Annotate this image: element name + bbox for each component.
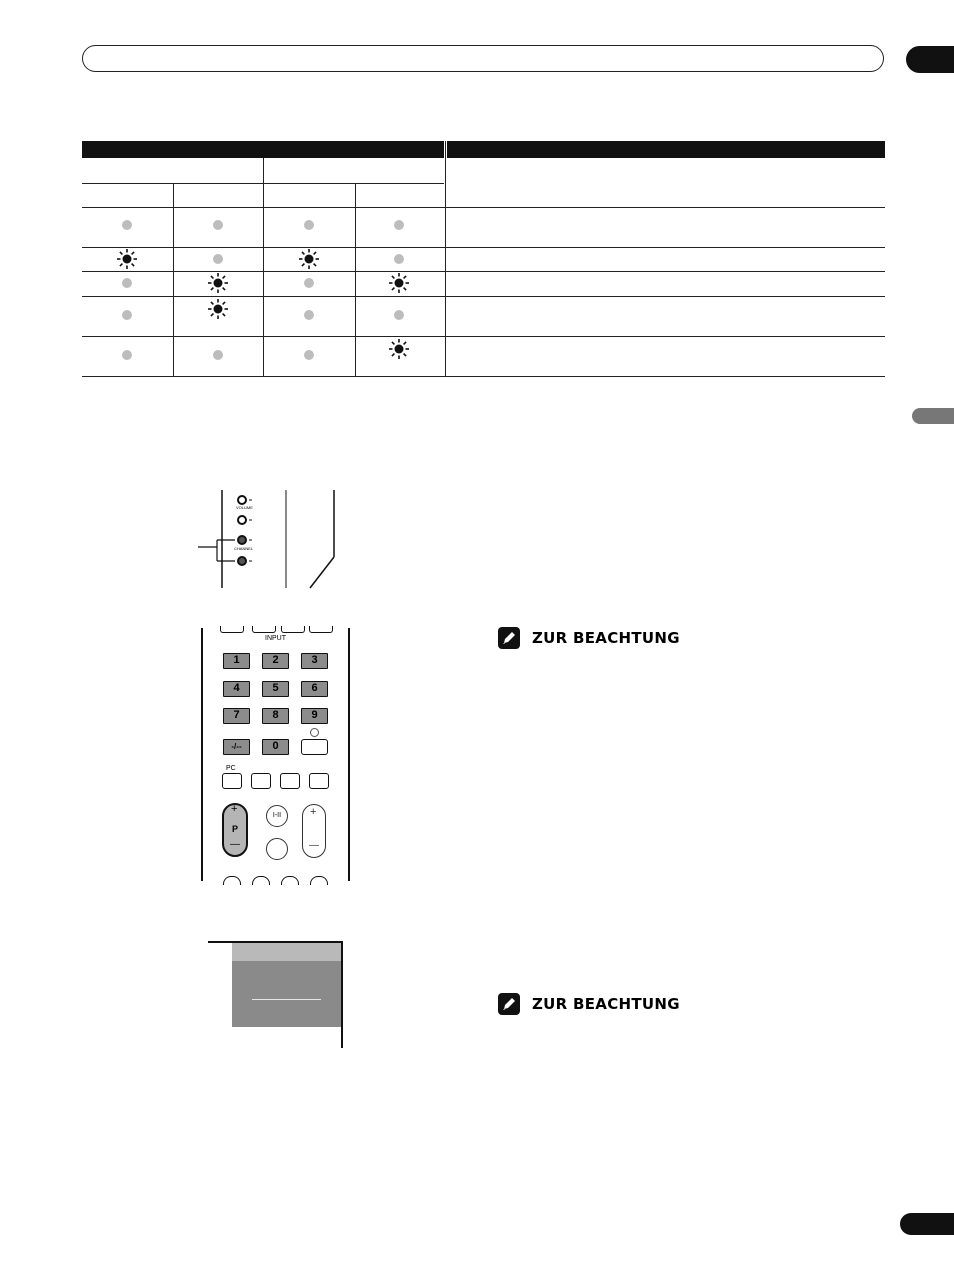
indicator-lit-icon <box>207 298 229 320</box>
indicator-off-icon <box>122 278 132 288</box>
channel-label: CHANNEL <box>234 546 254 551</box>
color-button-1[interactable] <box>223 876 241 885</box>
indicator-off-icon <box>213 220 223 230</box>
table-rule <box>82 296 885 297</box>
indicator-lit-icon <box>116 248 138 270</box>
indicator-lit-icon <box>207 272 229 294</box>
screen-button[interactable] <box>251 773 271 789</box>
language-tab <box>912 408 954 424</box>
table-rule <box>82 336 885 337</box>
input-button-1[interactable] <box>220 626 244 633</box>
table-rule <box>82 247 885 248</box>
menu-frame-right <box>341 941 343 1048</box>
indicator-off-icon <box>394 310 404 320</box>
digit-2-button[interactable]: 2 <box>262 653 289 669</box>
note-heading-2 <box>498 993 680 1015</box>
volume-label: VOLUME <box>236 505 253 510</box>
indicator-off-icon <box>213 350 223 360</box>
volume-up-label: + <box>310 806 317 818</box>
indicator-lit-icon <box>298 248 320 270</box>
page-number-tab <box>900 1213 954 1235</box>
swap-button[interactable] <box>309 773 329 789</box>
table-header-right <box>447 141 885 158</box>
program-up-label: + <box>231 803 238 815</box>
indicator-off-icon <box>122 310 132 320</box>
digit-0-button[interactable]: 0 <box>262 739 289 755</box>
menu-underline <box>252 999 321 1000</box>
table-rule <box>82 271 885 272</box>
input-button-4[interactable] <box>309 626 333 633</box>
input-button-2[interactable] <box>252 626 276 633</box>
indicator-off-icon <box>304 350 314 360</box>
remote-edge-right <box>348 628 350 881</box>
remote-edge-left <box>201 628 203 881</box>
clock-icon <box>310 728 319 737</box>
input-button-3[interactable] <box>281 626 305 633</box>
split-button[interactable] <box>280 773 300 789</box>
table-rule <box>82 376 885 377</box>
indicator-off-icon <box>213 254 223 264</box>
table-divider <box>445 141 446 376</box>
note-label: ZUR BEACHTUNG <box>532 995 680 1013</box>
menu-header <box>232 943 341 961</box>
digit-4-button[interactable]: 4 <box>223 681 250 697</box>
indicator-lit-icon <box>388 338 410 360</box>
color-button-4[interactable] <box>310 876 328 885</box>
color-button-3[interactable] <box>281 876 299 885</box>
digit-6-button[interactable]: 6 <box>301 681 328 697</box>
program-p-label: P <box>232 824 239 834</box>
digit-7-button[interactable]: 7 <box>223 708 250 724</box>
indicator-off-icon <box>394 220 404 230</box>
indicator-off-icon <box>304 278 314 288</box>
table-divider <box>355 183 356 376</box>
table-header-left <box>82 141 444 158</box>
indicator-off-icon <box>394 254 404 264</box>
info-button[interactable] <box>301 739 328 755</box>
indicator-off-icon <box>122 220 132 230</box>
note-label: ZUR BEACHTUNG <box>532 629 680 647</box>
table-divider <box>173 183 174 376</box>
pc-button[interactable] <box>222 773 242 789</box>
indicator-off-icon <box>304 220 314 230</box>
indicator-lit-icon <box>388 272 410 294</box>
chapter-tab <box>906 46 954 73</box>
pc-label: PC <box>226 765 236 772</box>
digit-1-button[interactable]: 1 <box>223 653 250 669</box>
table-rule <box>82 207 885 208</box>
panel-side-drawing <box>195 487 340 590</box>
pencil-note-icon <box>498 993 520 1015</box>
table-divider <box>263 158 264 376</box>
page-header-bar <box>82 45 884 72</box>
digit-3-button[interactable]: 3 <box>301 653 328 669</box>
mute-button[interactable] <box>266 838 288 860</box>
program-down-label: — <box>230 839 240 850</box>
note-heading-1 <box>498 627 680 649</box>
digit-8-button[interactable]: 8 <box>262 708 289 724</box>
digit-9-button[interactable]: 9 <box>301 708 328 724</box>
pencil-note-icon <box>498 627 520 649</box>
indicator-off-icon <box>304 310 314 320</box>
indicator-off-icon <box>122 350 132 360</box>
color-button-2[interactable] <box>252 876 270 885</box>
digit-5-button[interactable]: 5 <box>262 681 289 697</box>
sound-mode-button[interactable]: I-II <box>266 805 288 827</box>
volume-down-label: — <box>309 840 319 851</box>
dash-button[interactable]: -/-- <box>223 739 250 755</box>
input-label: INPUT <box>265 635 286 642</box>
